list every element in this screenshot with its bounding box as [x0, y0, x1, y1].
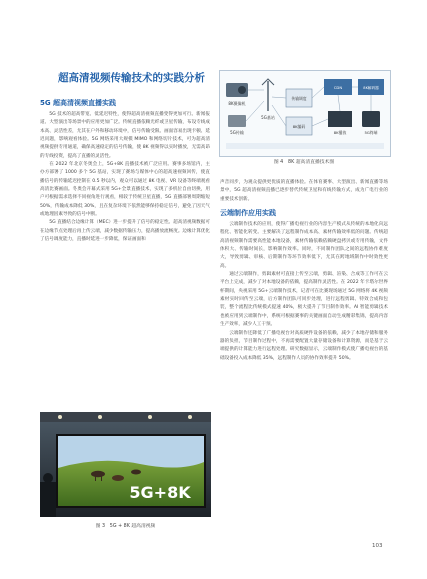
paragraph-5g-2: 在 2022 年北京冬奥会上，5G+8K 直播技术被广泛应用。赛事多场馆内，主办方部署了 1000 多个 5G 基站，实现了赛场与媒体中心的超高速视频回传，使直播信号的传输延迟控制在 0.5 秒以内，观众可以通过 8K 电视、VR 设备等终端观看高清比赛画面。冬奥会开幕式采用 5G+全景直播技术，实现了多机位自由切换，用户可根据需求选择不同视角进行观看，相较于传统卫星直播，5G 直播部署周期缩短 50%，传输成本降低 30%，且在复杂环境下依然能够保持稳定信号，避免了因天气或地理因素导致的信号中断。 [40, 162, 210, 218]
box-label-8: 5G终端 [364, 130, 378, 135]
box-label-6: 8K解码器 [363, 86, 379, 90]
photo-logo-text: 5G+8K [129, 483, 191, 502]
box-label-7: 8K播放 [333, 130, 347, 135]
article-title: 超高清视频传输技术的实践分析 [58, 72, 205, 84]
paragraph-cloud-3: 云端制作还降低了广播电视台对高质硬件设备的依赖，减少了本地存储和服务器的负担，节目制作过程中，不再需要配置大量存储设备和计算资源，而是基于云端提供的计算能力进行远程处理。研究数据显示，云端制作模式使广播电视台的基础设备投入成本降低 35%，远程制作人员的协作效率提升 50%。 [220, 330, 388, 361]
paragraph-5g-3: 5G 直播结合边缘计算（MEC）进一步提升了信号的稳定性。超高清视频数据可在边缘节点处理后再上传云端，减少数据传输压力，提高播放流畅度。边缘计算优化了信号调度能力，直播时延进一步降低，保证画面和 [40, 220, 210, 243]
figure-3-caption: 图 3 5G + 8K 超高清视频 [95, 524, 156, 529]
section-title-cloud: 云端制作应用实践 [220, 209, 276, 218]
display-a [328, 111, 352, 127]
diagram-footer-band [226, 143, 384, 149]
figure-4-caption: 图 4 8K 超高清直播技术图 [273, 160, 335, 165]
photo-svg [40, 412, 211, 517]
box-label-0: 8K摄像机 [228, 101, 246, 106]
page-number: 103 [372, 543, 383, 549]
right-column [220, 179, 388, 363]
box-label-4: 8K编码 [292, 124, 306, 129]
figure-4-diagram [219, 70, 391, 157]
box-label-1: 5G传输 [230, 130, 244, 135]
figure-3-photo [40, 412, 211, 517]
diagram-svg [220, 71, 390, 156]
device-shape [228, 115, 246, 127]
box-label-2: 5G基站 [261, 115, 275, 120]
paragraph-continued: 声音同步，为观众提供更优质的直播体验。在体育赛事、大型演出、新闻直播等场景中，5G 超高清视频直播已逐步替代传统卫星和有线传输方式，成为广电行业的重要技术创新。 [220, 180, 388, 202]
paragraph-5g-1: 5G 技术的超高带宽、低延迟特性，使得超高清视频直播变得更加可行。新闻报道、大型演出等场景中的应用更加广泛。传统直播依赖光纤或卫星传输，布设专线成本高、灵活性差，尤其在户外和移动环境中，信号传输受限。画面容易出现卡顿、延迟问题，影响观看体验。5G 网络采用大规模 MIMO 和网络切片技术，可为超高清视频提供专用通道，确保高速稳定的信号传输，使 8K 视频得以实时播放，无需高昂的专线投资，提高了直播的灵活性。 [40, 112, 210, 159]
box-label-3: 传输调度 [291, 96, 307, 101]
paragraph-cloud-1: 云端制作技术的应用，使得广播电视行业的内容生产模式从传统的本地化向远程化、智能化转变。主要解决了远程制作成本高、素材传输效率低的问题。传统超高清视频制作需要高性能本地设备，素材传输依赖依赖硬盘拷贝或专用传输，文件体积大、传输时间长，影响制作效率。同时，不同制作团队之间的远程协作难度大，导致剪辑、审核、后期制作等环节效率低下，尤其在跨地域制作中时效性更高。 [220, 222, 388, 269]
left-column [40, 98, 210, 245]
paragraph-cloud-2: 通过云端制作，剪辑素材可直接上传至云端，剪辑、渲染、合成等工作可在云平台上完成，减少了对本地设备的依赖，提高制作灵活性。在 2022 年卡塔尔世界杯期间，央视采用 5G+云端制作技术，记者可在比赛现场通过 5G 网络将 4K 视频素材实时回传至云端，后方制作团队可同步处理，进行远程剪辑、特效合成和包装，整个流程比传统模式提速 40%，极大提升了节目制作效率。AI 智能剪辑技术也被应用到云端制作中，系统可根据赛事的关键画面自动生成精彩集锦，提高内容生产效率，减少人工干预。 [220, 272, 388, 328]
display-b [362, 111, 380, 127]
box-label-5: CDN [333, 85, 343, 90]
section-title-5g: 5G 超高清视频直播实践 [40, 99, 117, 107]
